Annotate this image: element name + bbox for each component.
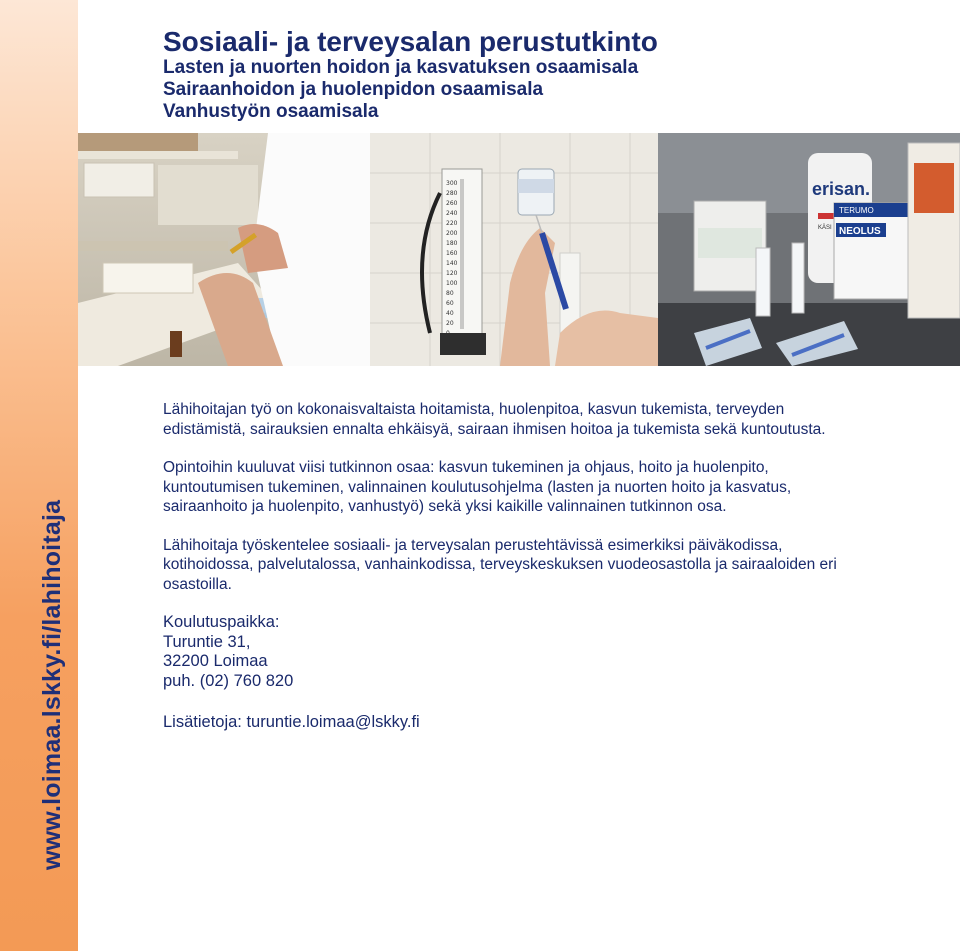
gauge-label: 120	[446, 270, 458, 277]
intro-paragraph: Lähihoitajan työ on kokonaisvaltaista hoitamista, huolenpitoa, kasvun tukemista, terveyden edistämistä, sairauksien ennalta ehkäisyä, sairaan ihmisen hoitoa ja tukemista sekä kuntoutusta.	[163, 401, 826, 438]
workplaces-paragraph: Lähihoitaja työskentelee sosiaali- ja terveysalan perustehtävissä esimerkiksi päiväkodissa, kotihoidossa, palvelutalossa, vanhainkodissa, terveyskeskuksen vuodeosastolla ja sairaaloiden eri osastoilla.	[163, 536, 837, 593]
gauge-label: 40	[446, 310, 454, 317]
side-url: www.loimaa.lskky.fi/lahihoitaja	[38, 499, 66, 870]
gauge-label: 180	[446, 240, 458, 247]
gauge-label: 20	[446, 320, 454, 327]
contact-city: 32200 Loimaa	[163, 652, 268, 670]
terumo-label: TERUMO	[839, 206, 874, 215]
studies-paragraph: Opintoihin kuuluvat viisi tutkinnon osaa: kasvun tukeminen ja ohjaus, hoito ja huolenpito, kuntoutumisen tukeminen, valinnainen koulutusohjelma (lasten ja nuorten hoito ja kasvatus, sairaanhoito ja huolenpito, vanhustyö) sekä yksi kaikille valinnainen tutkinnon osa.	[163, 459, 792, 515]
contact-label: Koulutuspaikka:	[163, 613, 280, 631]
subtitle-1: Lasten ja nuorten hoidon ja kasvatuksen osaamisala	[163, 57, 639, 78]
gauge-label: 80	[446, 290, 454, 297]
gauge-label: 300	[446, 180, 458, 187]
contact-street: Turuntie 31,	[163, 632, 251, 651]
subtitle-2: Sairaanhoidon ja huolenpidon osaamisala	[163, 79, 544, 100]
header	[163, 26, 943, 123]
main-content	[163, 400, 863, 733]
photo-medication-preparation	[78, 133, 370, 366]
gauge-label: 260	[446, 200, 458, 207]
neolus-label: NEOLUS	[839, 226, 881, 237]
gauge-label: 240	[446, 210, 458, 217]
gauge-label: 100	[446, 280, 458, 287]
photo-syringe-gauge	[370, 133, 658, 366]
gauge-label: 140	[446, 260, 458, 267]
gauge-label: 200	[446, 230, 458, 237]
contact-phone: puh. (02) 760 820	[163, 671, 294, 690]
kasi-label: KÄSI	[818, 225, 832, 231]
erisan-label: erisan.	[812, 179, 871, 199]
gauge-label: 220	[446, 220, 458, 227]
photo-strip	[78, 133, 960, 366]
gauge-label: 280	[446, 190, 458, 197]
subtitle-3: Vanhustyön osaamisala	[163, 101, 379, 122]
info-line: Lisätietoja: turuntie.loimaa@lskky.fi	[163, 713, 420, 731]
gauge-label: 160	[446, 250, 458, 257]
contact-block	[163, 613, 863, 691]
gauge-label: 60	[446, 300, 454, 307]
page-title: Sosiaali- ja terveysalan perustutkinto	[163, 26, 658, 57]
photo-medical-supplies	[658, 133, 960, 366]
